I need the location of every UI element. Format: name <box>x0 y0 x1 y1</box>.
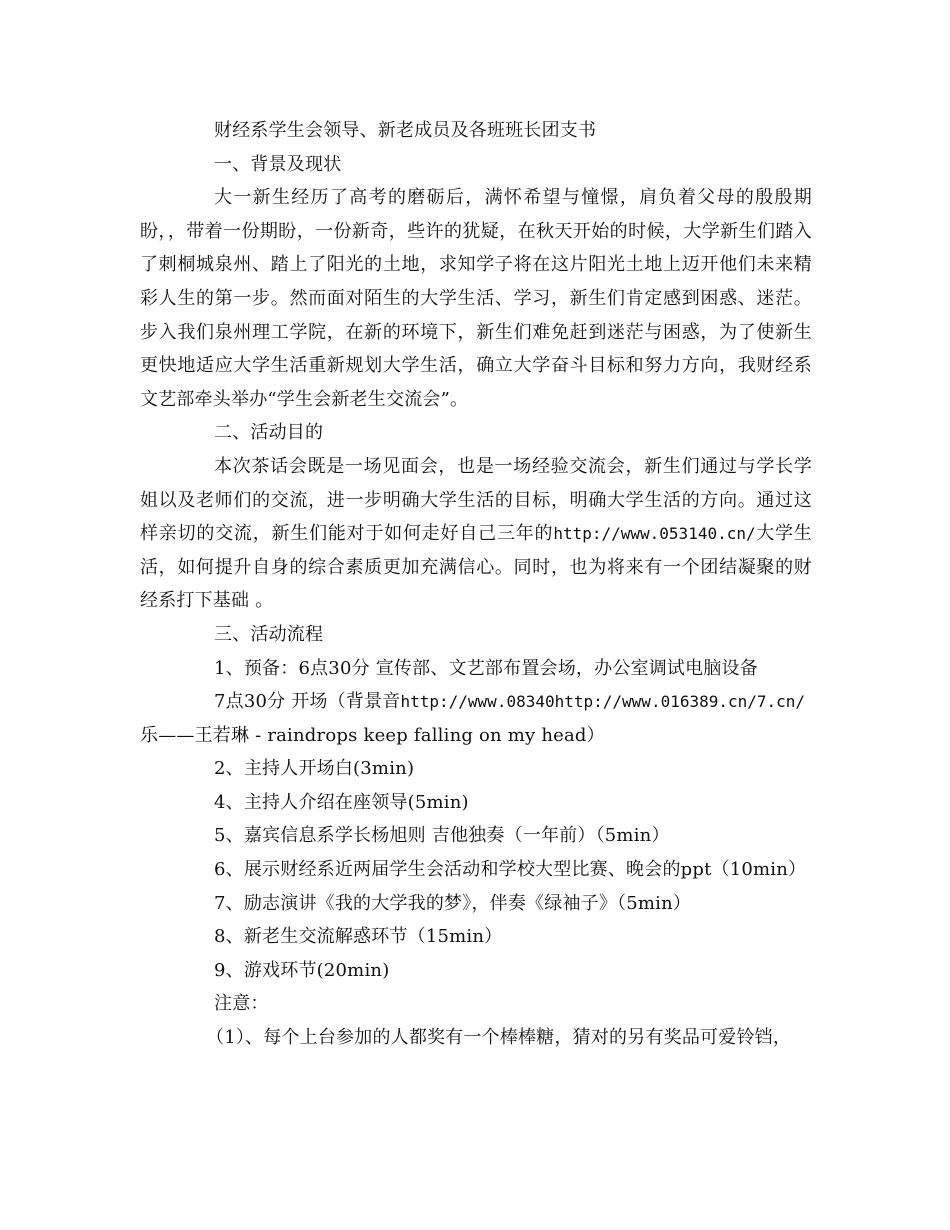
purpose-paragraph <box>140 450 812 618</box>
purpose-url-link[interactable]: http://www.053140.cn/ <box>553 524 756 544</box>
process-item-host-opening: 2、主持人开场白(3min) <box>214 758 415 780</box>
process-item-speech: 7、励志演讲《我的大学我的梦》，伴奏《绿袖子》（5min） <box>214 892 692 914</box>
process-item-host-introduce-leaders: 4、主持人介绍在座领导(5min) <box>214 791 469 813</box>
process-item-opening-continued <box>140 719 812 753</box>
process-item-guitar-solo: 5、嘉宾信息系学长杨旭则 吉他独奏（一年前）（5min） <box>214 825 670 847</box>
background-paragraph: 大一新生经历了高考的磨砺后，满怀希望与憧憬，肩负着父母的殷殷期盼，，带着一份期盼，一份新奇，些许的犹疑，在秋天开始的时候，大学新生们踏入了刺桐城泉州、踏上了阳光的土地，求知学子将在这片阳光土地上迈开他们未来精彩人生的第一步。然而面对陌生的大学生活、学习，新生们肯定感到困惑、迷茫。步入我们泉州理工学院，在新的环境下，新生们难免赶到迷茫与困惑，为了使新生更快地适应大学生活重新规划大学生活，确立大学奋斗目标和努力方向，我财经系文艺部牵头举办“学生会新老生交流会”。 <box>140 187 812 410</box>
opening-text-suffix: 乐——王若琳 - raindrops keep falling on my head） <box>140 724 605 746</box>
opening-music-url-link[interactable]: http://www.08340http://www.016389.cn/7.cn/ <box>400 692 806 712</box>
section-heading-process: 三、活动流程 <box>214 623 324 645</box>
note-item-1: （1）、每个上台参加的人都奖有一个棒棒糖，猜对的另有奖品可爱铃铛， <box>206 1027 792 1049</box>
process-item-game: 9、游戏环节(20min) <box>214 959 390 981</box>
process-item-prepare: 1、预备：6点30分 宣传部、文艺部布置会场，办公室调试电脑设备 <box>214 657 758 679</box>
process-item-ppt-show: 6、展示财经系近两届学生会活动和学校大型比赛、晚会的ppt（10min） <box>214 859 807 881</box>
process-item-opening <box>140 685 812 719</box>
note-label: 注意： <box>214 993 269 1015</box>
audience-line: 财经系学生会领导、新老成员及各班班长团支书 <box>214 120 597 141</box>
section-heading-background: 一、背景及现状 <box>214 153 342 175</box>
opening-text-prefix: 7点30分 开场（背景音 <box>214 691 401 713</box>
process-item-exchange: 8、新老生交流解惑环节（15min） <box>214 926 503 948</box>
purpose-text-after-url: 大学生活，如何提升自身的综合素质更加充满信心。同时，也为将来有一个团结凝聚的财经系打下基础 。 <box>140 523 812 612</box>
purpose-text-before-url: 本次茶话会既是一场见面会，也是一场经验交流会，新生们通过与学长学姐以及老师们的交流，进一步明确大学生活的目标，明确大学生活的方向。通过这样亲切的交流，新生们能对于如何走好自己三年的 <box>140 455 812 545</box>
section-heading-purpose: 二、活动目的 <box>214 422 324 444</box>
document-body <box>140 114 812 1055</box>
